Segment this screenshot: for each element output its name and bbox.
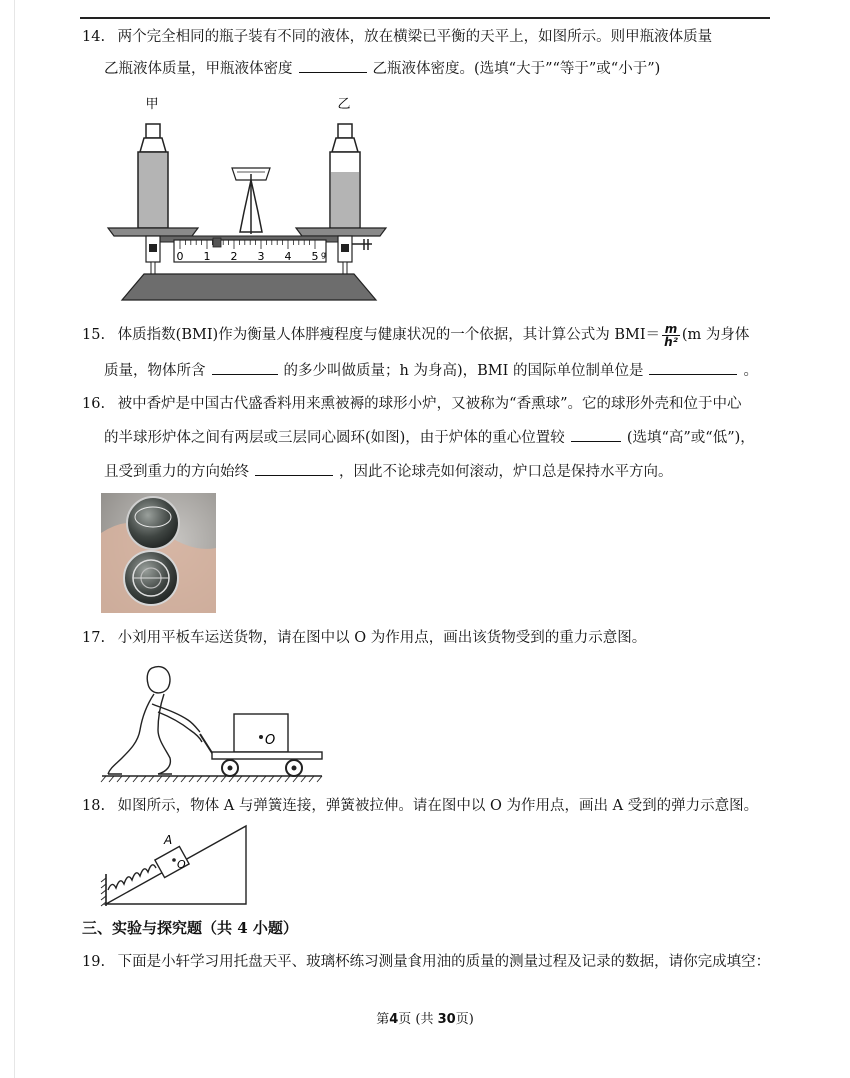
label-o: O	[177, 858, 186, 871]
q19-line-1	[82, 951, 770, 973]
q16-line-1	[82, 393, 742, 415]
pointer-dial	[232, 168, 270, 234]
ground-hatch-line	[245, 776, 250, 782]
q15-text-2a: 质量，物体所含	[104, 363, 206, 379]
ground-hatch-line	[149, 776, 154, 782]
q15-text-2b: 的多少叫做质量；h 为身高)，BMI 的国际单位制单位是	[283, 363, 644, 379]
ruler-tick-label: 4	[284, 250, 292, 263]
ground-hatch-line	[165, 776, 170, 782]
ground-hatch-line	[317, 776, 322, 782]
adjuster-left	[146, 236, 160, 274]
label-a: A	[164, 833, 173, 847]
balance-base	[122, 274, 376, 300]
q15-line-2	[104, 360, 758, 382]
q19-text-1: 下面是小轩学习用托盘天平、玻璃杯练习测量食用油的质量的测量过程及记录的数据，请你完成填空：	[117, 954, 771, 970]
footer-suffix: 页)	[455, 1012, 474, 1027]
header-rule	[80, 17, 770, 19]
ground-hatch-line	[301, 776, 306, 782]
section-3-title: 三、实验与探究题（共 4 小题）	[82, 919, 298, 937]
q16-text-1: 被中香炉是中国古代盛香料用来熏被褥的球形小炉，又被称为“香熏球”。它的球形外壳和位于中心	[117, 396, 742, 412]
q15-line-1	[82, 322, 749, 348]
footer-total-pages: 30	[437, 1012, 456, 1027]
q19-number: 19.	[82, 954, 106, 970]
q16-text-3b: ，因此不论球壳如何滚动，炉口总是保持水平方向。	[339, 464, 673, 480]
page-footer	[0, 1008, 850, 1027]
ground-hatch-line	[205, 776, 210, 782]
bottle-yi	[330, 124, 360, 228]
pan-right	[296, 228, 386, 236]
ball-top-half-icon	[127, 497, 179, 549]
ground-hatch-line	[253, 776, 258, 782]
ground-hatch-line	[173, 776, 178, 782]
ruler-tick-label: 0	[176, 250, 184, 263]
q18-line-1	[82, 795, 758, 817]
ground-hatch-line	[109, 776, 114, 782]
formula-denominator: h²	[664, 334, 678, 349]
q14-line-1	[82, 26, 712, 48]
cart-figure	[100, 658, 330, 786]
q14-text-2b: 乙瓶液体密度。(选填“大于”“等于”或“小于”)	[372, 61, 661, 77]
page-edge	[14, 0, 15, 1078]
ground-hatch-line	[189, 776, 194, 782]
ground-hatch-line	[157, 776, 162, 782]
balance-figure	[100, 94, 400, 306]
formula-numerator: m	[662, 323, 680, 336]
rider	[213, 238, 221, 247]
ground-hatch-line	[277, 776, 282, 782]
label-yi: 乙	[337, 97, 351, 112]
ground-hatch-line	[213, 776, 218, 782]
bmi-formula	[662, 323, 680, 348]
footer-mid: 页 (共	[398, 1012, 438, 1027]
q16-blank-position[interactable]	[571, 427, 621, 442]
q18-number: 18.	[82, 798, 106, 814]
person-pushing	[108, 667, 202, 774]
q17-number: 17.	[82, 630, 106, 646]
pan-left	[108, 228, 198, 236]
ruler	[174, 238, 326, 262]
ground-hatch-line	[221, 776, 226, 782]
q16-blank-direction[interactable]	[255, 461, 333, 476]
footer-prefix: 第	[376, 1012, 390, 1027]
q15-blank-unit[interactable]	[649, 360, 737, 375]
ground-hatch-line	[141, 776, 146, 782]
ground-hatch-line	[285, 776, 290, 782]
point-o	[172, 858, 176, 862]
q16-line-3	[104, 461, 673, 483]
ruler-tick-label: 5	[311, 250, 319, 263]
q18-text-1: 如图所示，物体 A 与弹簧连接，弹簧被拉伸。请在图中以 O 为作用点，画出 A 受到的弹力示意图。	[117, 798, 759, 814]
q14-text-2a: 乙瓶液体质量，甲瓶液体密度	[104, 61, 293, 77]
ruler-unit: g	[321, 250, 327, 259]
label-o: O	[265, 733, 276, 748]
ground-hatch-line	[101, 776, 106, 782]
ground-hatch-line	[117, 776, 122, 782]
q17-text-1: 小刘用平板车运送货物，请在图中以 O 为作用点，画出该货物受到的重力示意图。	[117, 630, 647, 646]
q16-text-2a: 的半球形炉体之间有两层或三层同心圆环(如图)，由于炉体的重心位置较	[104, 430, 565, 446]
q16-number: 16.	[82, 396, 106, 412]
ruler-tick-label: 3	[257, 250, 265, 263]
ground-hatch-line	[181, 776, 186, 782]
adjuster-right	[338, 236, 372, 274]
q14-text-1: 两个完全相同的瓶子装有不同的液体，放在横梁已平衡的天平上，如图所示。则甲瓶液体质量	[117, 29, 713, 45]
ground-hatch-line	[125, 776, 130, 782]
point-o	[259, 735, 263, 739]
q15-text-2c: 。	[743, 363, 758, 379]
ruler-tick-label: 1	[203, 250, 211, 263]
q15-text-1b: (m 为身体	[681, 327, 750, 343]
ground-hatch-line	[261, 776, 266, 782]
footer-page-number: 4	[389, 1012, 399, 1027]
ground-hatch-line	[237, 776, 242, 782]
ruler-tick-label: 2	[230, 250, 238, 263]
q16-text-2b: (选填“高”或“低”)，	[626, 430, 755, 446]
spring-incline-figure	[100, 824, 252, 908]
q14-number: 14.	[82, 29, 106, 45]
bottle-jia	[138, 124, 168, 228]
q16-line-2	[104, 427, 755, 449]
ground-hatch-line	[197, 776, 202, 782]
q14-blank-density[interactable]	[299, 58, 367, 73]
incense-ball-photo	[101, 493, 216, 613]
ground-hatch-line	[133, 776, 138, 782]
q15-number: 15.	[82, 327, 106, 343]
q14-line-2	[104, 58, 660, 80]
q17-line-1	[82, 627, 646, 649]
flatbed	[212, 752, 322, 759]
ground-hatch-line	[269, 776, 274, 782]
q15-blank-matter[interactable]	[212, 360, 278, 375]
q15-text-1a: 体质指数(BMI)作为衡量人体胖瘦程度与健康状况的一个依据，其计算公式为 BMI＝	[117, 327, 661, 343]
label-jia: 甲	[145, 97, 159, 112]
cargo-box	[234, 714, 288, 752]
q16-text-3a: 且受到重力的方向始终	[104, 464, 249, 480]
ground-hatch-line	[309, 776, 314, 782]
